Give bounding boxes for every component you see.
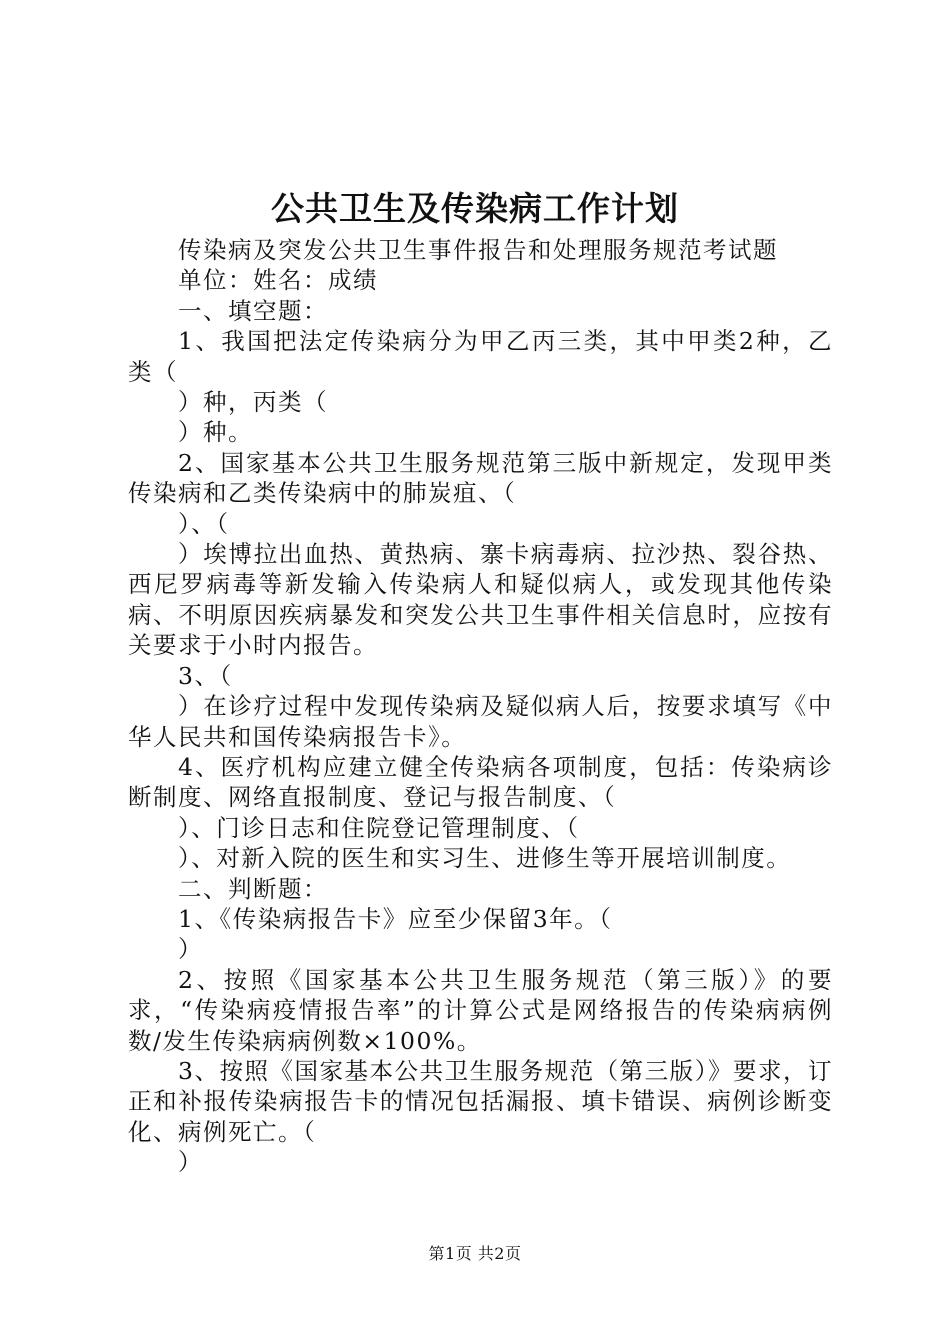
section-heading-fill-blank: 一、填空题：: [178, 296, 328, 325]
question-fill-4-cont-b: ）、对新入院的医生和实习生、进修生等开展培训制度。: [178, 844, 792, 873]
section-heading-true-false: 二、判断题：: [178, 874, 328, 903]
question-fill-1-cont-b: ）种。: [178, 418, 253, 447]
question-tf-3-cont: ）: [178, 1148, 203, 1177]
document-body: [128, 235, 833, 1178]
question-fill-3-cont: ）在诊疗过程中发现传染病及疑似病人后，按要求填写《中华人民共和国传染病报告卡》。: [128, 692, 833, 751]
paragraph-exam-title: 传染病及突发公共卫生事件报告和处理服务规范考试题: [178, 236, 778, 264]
question-fill-3: 3、（: [178, 661, 233, 690]
question-fill-4: 4、医疗机构应建立健全传染病各项制度，包括：传染病诊断制度、网络直报制度、登记与报告制度、（: [128, 752, 833, 812]
question-fill-2-cont-a: ）、（: [178, 509, 230, 538]
question-fill-2-cont-b: ）埃博拉出血热、黄热病、寨卡病毒病、拉沙热、裂谷热、西尼罗病毒等新发输入传染病人和疑似病人，或发现其他传染病、不明原因疾病暴发和突发公共卫生事件相关信息时，应按有关要求于小时内报告。: [128, 540, 833, 660]
page-footer: 第1页 共2页: [428, 1244, 522, 1263]
question-tf-2: 2、按照《国家基本公共卫生服务规范（第三版）》的要求，“传染病疫情报告率”的计算公式是网络报告的传染病病例数/发生传染病病例数×100%。: [128, 965, 833, 1055]
document-title: 公共卫生及传染病工作计划: [271, 189, 679, 228]
question-fill-2: 2、国家基本公共卫生服务规范第三版中新规定，发现甲类传染病和乙类传染病中的肺炭疽、（: [128, 448, 833, 508]
question-fill-1-cont-a: ）种，丙类（: [178, 388, 328, 417]
question-tf-1-cont: ）: [178, 935, 203, 964]
question-fill-4-cont-a: ）、门诊日志和住院登记管理制度、（: [178, 813, 580, 842]
paragraph-info-line: 单位：姓名：成绩: [178, 266, 378, 295]
question-tf-1: 1、《传染病报告卡》应至少保留3年。（: [178, 904, 613, 933]
question-tf-3: 3、按照《国家基本公共卫生服务规范（第三版）》要求，订正和补报传染病报告卡的情况包括漏报、填卡错误、病例诊断变化、病例死亡。（: [128, 1056, 833, 1146]
question-fill-1: 1、我国把法定传染病分为甲乙丙三类，其中甲类2种，乙类（: [128, 327, 833, 386]
